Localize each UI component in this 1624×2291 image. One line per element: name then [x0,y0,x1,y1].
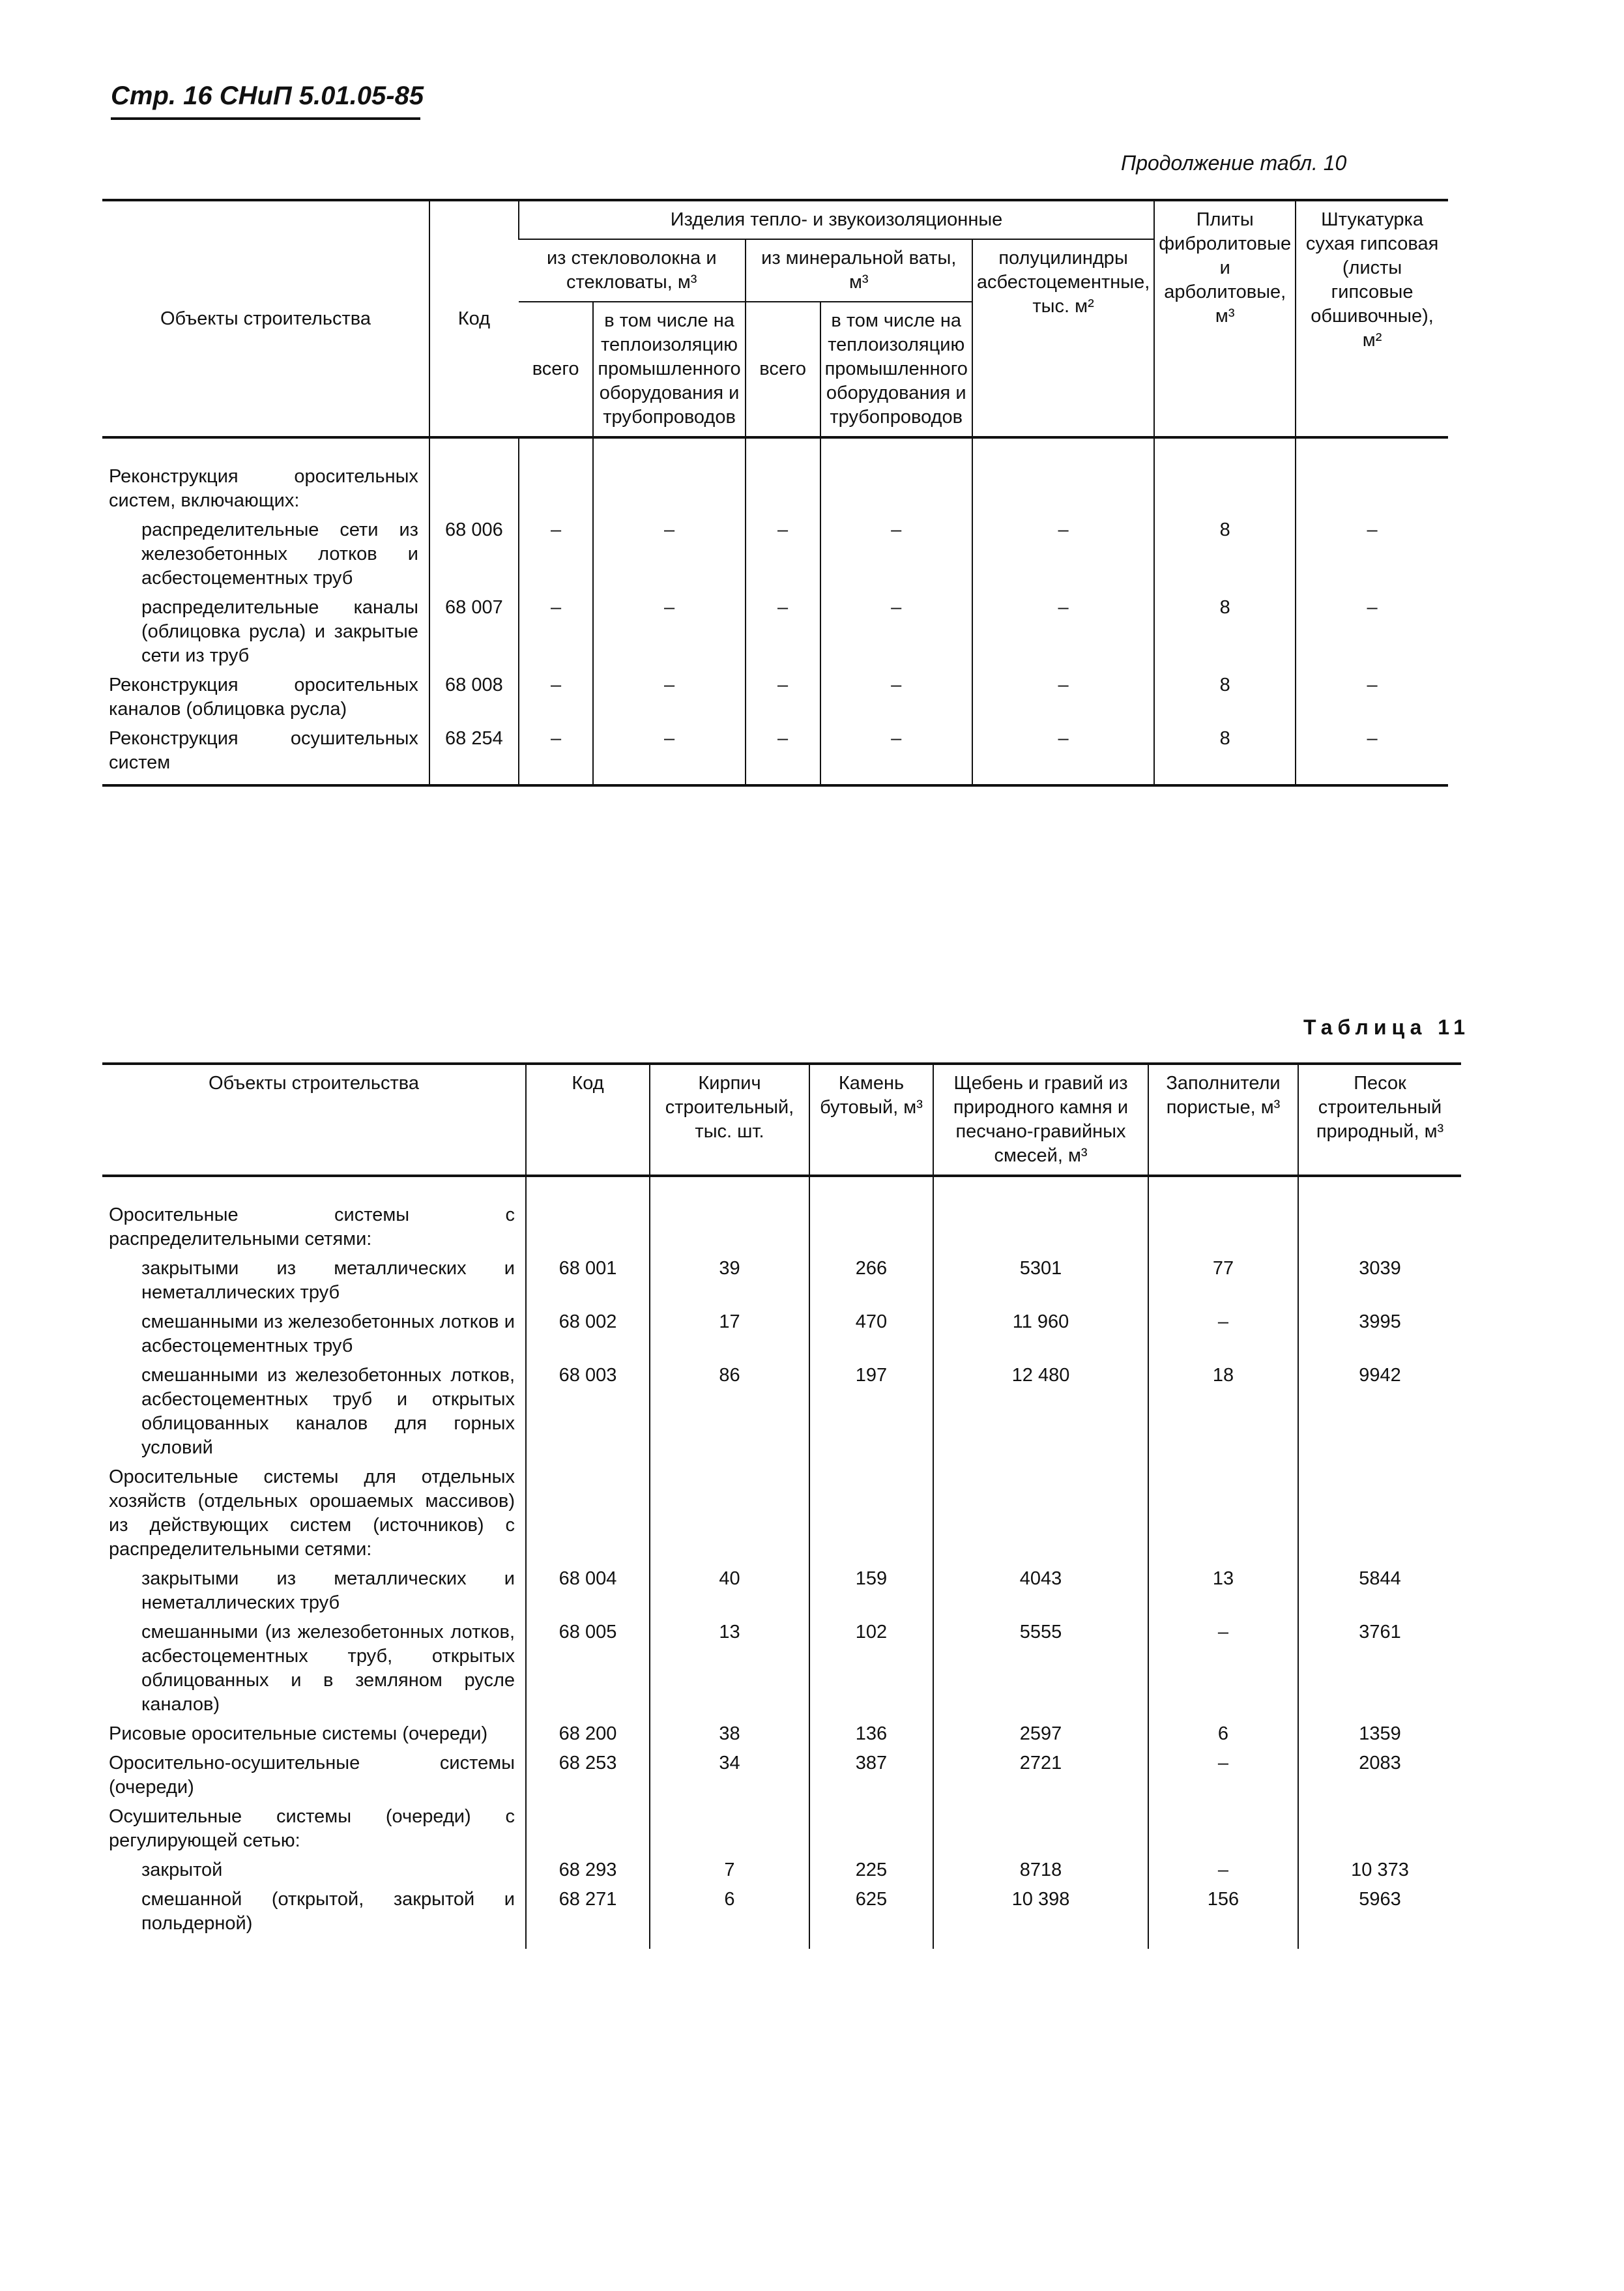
t11-row-code: 68 004 [526,1564,650,1618]
t10-header-objects: Объекты строительства [102,200,429,437]
t11-row-object: Оросительные системы с распределительными сетями: [109,1204,515,1249]
t11-row-code: 68 200 [526,1719,650,1749]
table-11 [102,1062,1461,1949]
t11-row-code: 68 253 [526,1749,650,1802]
t11-cell [809,1802,933,1856]
t10-row [102,437,1448,516]
t10-row-object: Реконструкция оросительных систем, включающих: [109,466,418,511]
t11-header-sand: Песок строительный природный, м³ [1298,1064,1461,1176]
t10-cell [972,437,1154,516]
t11-row-code: 68 005 [526,1618,650,1719]
t11-cell: 11 960 [933,1307,1148,1361]
t11-cell [1148,1802,1298,1856]
t10-cell: – [820,724,972,785]
t11-cell [933,1463,1148,1564]
t10-cell: – [593,516,745,593]
t11-header-porous: Заполнители пористые, м³ [1148,1064,1298,1176]
t11-row [102,1463,1461,1564]
t10-row-code: 68 006 [429,516,519,593]
t10-body [102,437,1448,785]
t10-cell [1154,437,1296,516]
t11-row [102,1856,1461,1885]
t11-cell: 266 [809,1254,933,1307]
t11-header-code: Код [526,1064,650,1176]
t10-header-fiberglass: из стекловолокна и стекловаты, м³ [519,239,746,302]
t10-cell [746,437,820,516]
t10-row-object: Реконструкция осушительных систем [102,724,429,785]
t11-cell: 197 [809,1361,933,1463]
t10-row-code [429,437,519,516]
t10-cell: – [972,516,1154,593]
t10-cell: – [746,516,820,593]
t10-cell: – [519,593,594,671]
t11-row-object: Оросительные системы для отдельных хозяйств (отдельных орошаемых массивов) из действующих систем (источников) с распределительными сетями: [109,1467,515,1560]
t11-row-object: смешанными (из железобетонных лотков, асбестоцементных труб, открытых облицованных и в земляном русле каналов) [141,1622,515,1715]
t11-cell: 470 [809,1307,933,1361]
t10-row-code: 68 254 [429,724,519,785]
t10-cell: 8 [1154,593,1296,671]
t11-cell: 18 [1148,1361,1298,1463]
t11-cell: 2083 [1298,1749,1461,1802]
t10-cell: – [746,724,820,785]
t11-row [102,1176,1461,1254]
t10-cell [1296,437,1448,516]
t10-row [102,593,1448,671]
t10-header-incl-1: в том числе на теплоизоляцию промышленного оборудования и трубопроводов [593,302,745,437]
t11-row [102,1719,1461,1749]
t11-header-stone: Камень бутовый, м³ [809,1064,933,1176]
t11-cell: 3761 [1298,1618,1461,1719]
t11-cell: 6 [1148,1719,1298,1749]
t11-cell: 5963 [1298,1885,1461,1949]
t11-cell: 625 [809,1885,933,1949]
t11-row-object: смешанными из железобетонных лотков, асбестоцементных труб и открытых облицованных каналов для горных условий [141,1365,515,1458]
t11-cell [1298,1176,1461,1254]
t11-cell: 10 398 [933,1885,1148,1949]
t11-row-object: Рисовые оросительные системы (очереди) [109,1723,488,1744]
t11-cell: 34 [650,1749,809,1802]
t10-cell: – [519,724,594,785]
t11-row-object: смешанной (открытой, закрытой и польдерной) [141,1889,515,1934]
t11-header-gravel: Щебень и гравий из природного камня и песчано-гравийных смесей, м³ [933,1064,1148,1176]
table-10 [102,199,1448,787]
t10-cell: 8 [1154,724,1296,785]
t11-cell: 7 [650,1856,809,1885]
t11-cell: 225 [809,1856,933,1885]
continuation-label: Продолжение табл. 10 [1121,151,1347,175]
t11-cell: 5555 [933,1618,1148,1719]
t11-cell: 86 [650,1361,809,1463]
t11-cell [650,1463,809,1564]
t11-cell [1298,1463,1461,1564]
t11-cell: 77 [1148,1254,1298,1307]
t10-header-total-2: всего [746,302,820,437]
t10-cell: – [593,724,745,785]
t11-cell: 2721 [933,1749,1148,1802]
t10-cell: – [820,671,972,724]
t11-cell [809,1176,933,1254]
t10-cell: – [519,516,594,593]
t11-cell: – [1148,1856,1298,1885]
t10-header-total-1: всего [519,302,594,437]
t11-row [102,1885,1461,1949]
t11-cell: – [1148,1618,1298,1719]
t11-cell [933,1802,1148,1856]
t11-row [102,1749,1461,1802]
t11-row-code [526,1463,650,1564]
t11-row-code [526,1802,650,1856]
t11-row-object: Оросительно-осушительные системы (очереди) [109,1753,515,1798]
header-underline [111,117,420,120]
t11-row-object: смешанными из железобетонных лотков и асбестоцементных труб [141,1311,515,1356]
t10-cell: – [593,671,745,724]
t11-cell: 13 [1148,1564,1298,1618]
t11-row-code: 68 271 [526,1885,650,1949]
t11-cell: 8718 [933,1856,1148,1885]
t11-row-code: 68 002 [526,1307,650,1361]
t11-cell: 3039 [1298,1254,1461,1307]
t10-row-code: 68 007 [429,593,519,671]
t11-row [102,1618,1461,1719]
t11-cell [1148,1463,1298,1564]
t11-cell: 9942 [1298,1361,1461,1463]
t11-header-brick: Кирпич строительный, тыс. шт. [650,1064,809,1176]
t11-cell [933,1176,1148,1254]
t11-cell: 38 [650,1719,809,1749]
t11-body [102,1176,1461,1949]
t11-cell: 102 [809,1618,933,1719]
t10-cell: – [820,516,972,593]
t10-header-mineral-wool: из минеральной ваты, м³ [746,239,972,302]
t11-cell: 136 [809,1719,933,1749]
t10-header-code: Код [429,200,519,437]
t10-cell: – [746,593,820,671]
t10-cell: – [972,671,1154,724]
t10-row [102,516,1448,593]
t11-cell: 156 [1148,1885,1298,1949]
t11-cell: 1359 [1298,1719,1461,1749]
t11-row-code: 68 293 [526,1856,650,1885]
t11-cell: 13 [650,1618,809,1719]
t10-cell [820,437,972,516]
t10-cell: – [972,593,1154,671]
t10-cell: – [1296,593,1448,671]
t11-cell [809,1463,933,1564]
t11-cell: 17 [650,1307,809,1361]
t10-cell [593,437,745,516]
t10-cell: – [746,671,820,724]
table-11-title: Таблица 11 [1303,1015,1471,1039]
t10-cell: 8 [1154,671,1296,724]
t10-row-object: Реконструкция оросительных каналов (облицовка русла) [109,675,418,720]
t11-cell: – [1148,1749,1298,1802]
t10-cell: – [972,724,1154,785]
t11-row-object: закрытой [141,1860,223,1880]
t10-header-incl-2: в том числе на теплоизоляцию промышленного оборудования и трубопроводов [820,302,972,437]
t10-header-fiberboard: Плиты фибролитовые и арболитовые, м³ [1154,200,1296,437]
t11-cell: 5844 [1298,1564,1461,1618]
t11-row-code [526,1176,650,1254]
t11-cell: 2597 [933,1719,1148,1749]
t10-row [102,671,1448,724]
t10-row-code: 68 008 [429,671,519,724]
t10-row-object: распределительные сети из железобетонных лотков и асбестоцементных труб [141,519,418,589]
t11-row [102,1254,1461,1307]
t11-cell: 5301 [933,1254,1148,1307]
t11-cell [650,1176,809,1254]
t11-cell: – [1148,1307,1298,1361]
t11-row [102,1802,1461,1856]
t11-cell [1148,1176,1298,1254]
t10-cell: – [1296,671,1448,724]
t11-cell: 40 [650,1564,809,1618]
t11-cell: 387 [809,1749,933,1802]
t10-header-plaster: Штукатурка сухая гипсовая (листы гипсовые обшивочные), м² [1296,200,1448,437]
t11-row [102,1361,1461,1463]
t10-header-insulation: Изделия тепло- и звукоизоляционные [519,200,1155,239]
t11-cell: 12 480 [933,1361,1148,1463]
t11-row-object: закрытыми из металлических и неметаллических труб [141,1568,515,1613]
t11-cell: 39 [650,1254,809,1307]
t11-header-objects: Объекты строительства [102,1064,526,1176]
t11-row [102,1564,1461,1618]
t11-row-object: Осушительные системы (очереди) с регулирующей сетью: [109,1806,515,1851]
t10-cell: – [593,593,745,671]
t11-row [102,1307,1461,1361]
t11-row-object: закрытыми из металлических и неметаллических труб [141,1258,515,1303]
t11-row-code: 68 003 [526,1361,650,1463]
t10-row-object: распределительные каналы (облицовка русла) и закрытые сети из труб [141,597,418,666]
t10-header-semi-cylinders: полуцилиндры асбестоцементные, тыс. м² [972,239,1154,437]
t11-row-code: 68 001 [526,1254,650,1307]
t11-cell: 3995 [1298,1307,1461,1361]
page-header: Стр. 16 СНиП 5.01.05-85 [111,81,424,110]
t10-cell: – [519,671,594,724]
t10-cell: 8 [1154,516,1296,593]
t11-cell [650,1802,809,1856]
t10-cell [519,437,594,516]
t10-row [102,724,1448,785]
t10-cell: – [1296,724,1448,785]
t10-cell: – [820,593,972,671]
t11-cell: 6 [650,1885,809,1949]
t11-cell: 4043 [933,1564,1148,1618]
t11-cell [1298,1802,1461,1856]
t11-cell: 10 373 [1298,1856,1461,1885]
t10-cell: – [1296,516,1448,593]
t11-cell: 159 [809,1564,933,1618]
